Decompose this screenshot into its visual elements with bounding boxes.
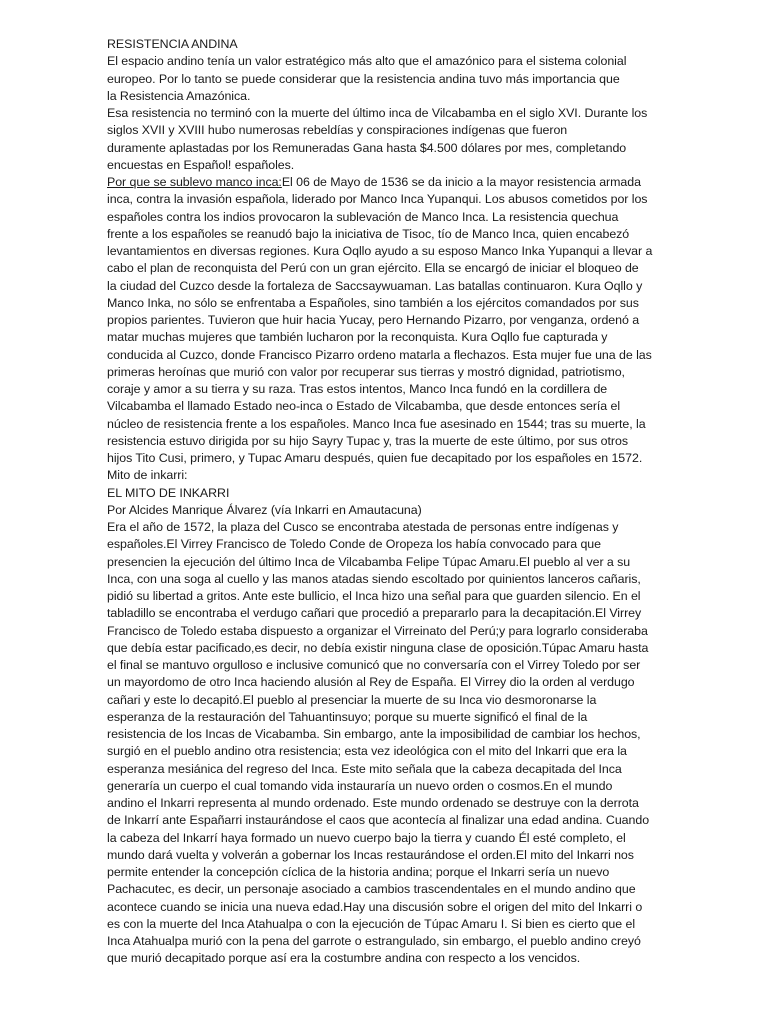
author-line: Por Alcides Manrique Álvarez (vía Inkarri en Amautacuna) [107,502,422,517]
text-line: matar muchas mujeres que también lucharon por la reconquista. Kura Oqllo fue capturada y [107,330,608,345]
text-line: cabo el plan de reconquista del Perú con un gran ejército. Ella se encargó de iniciar el bloqueo de [107,261,639,276]
text-line-rest: El 06 de Mayo de 1536 se da inicio a la mayor resistencia armada [281,175,641,189]
text-line: frente a los españoles se reanudó bajo la iniciativa de Tisoc, tío de Manco Inca, quien encabezó [107,226,630,241]
text-line: duramente aplastadas por los Remuneradas Gana hasta $4.500 dólares por mes, completando [107,140,627,155]
text-line: que debía estar pacificado,es decir, no debía existir ninguna clase de oposición.Túpac Amaru hasta [107,640,649,655]
text-line: mundo dará vuelta y volverán a gobernar los Incas restaurándose el orden.El mito del Inkarri nos [107,847,634,862]
text-line: conducida al Cuzco, donde Francisco Pizarro ordeno matarla a flechazos. Esta mujer fue una de las [107,347,652,362]
text-line: la ciudad del Cuzco desde la fortaleza de Saccsaywuaman. Las batallas continuaron. Kura Oqllo y [107,278,643,293]
text-line: europeo. Por lo tanto se puede considerar que la resistencia andina tuvo más importancia que [107,71,620,86]
text-line: la Resistencia Amazónica. [107,88,251,103]
text-line: hijos Tito Cusi, primero, y Tupac Amaru después, quien fue decapitado por los españoles en 1572. [107,451,643,465]
text-line: permite entender la concepción cíclica de la historia andina; porque el Inkarri sería un nuevo [107,865,610,879]
text-line: encuestas en Español! españoles. [107,157,295,172]
text-line: Pachacutec, es decir, un personaje asociado a cambios trascendentales en el mundo andino que [107,882,636,897]
text-line: primeras heroínas que murió con valor por recuperar sus tierras y mostró dignidad, patriotismo, [107,364,625,379]
underlined-heading: Por que se sublevo manco inca: [107,175,282,189]
text-line: siglos XVII y XVIII hubo numerosas rebeldías y conspiraciones indígenas que fueron [107,123,568,138]
text-line: Esa resistencia no terminó con la muerte del último inca de Vilcabamba en el siglo XVI. Durante los [107,106,648,120]
text-line: Inca, con una soga al cuello y las manos atadas siendo escoltado por quinientos lanceros cañaris, [107,571,641,586]
text-line: es con la muerte del Inca Atahualpa o con la ejecución de Túpac Amaru I. Si bien es cierto que el [107,916,636,931]
text-line: levantamientos en diversas regiones. Kura Oqllo ayudo a su esposo Manco Inka Yupanqui a llevar a [107,244,653,258]
text-line: de Inkarrí ante Españarri instaurándose el caos que acontecía al finalizar una edad andina. Cuando [107,813,650,828]
text-line: Francisco de Toledo estaba dispuesto a organizar el Virreinato del Perú;y para lograrlo consideraba [107,623,648,638]
text-line: Era el año de 1572, la plaza del Cusco se encontraba atestada de personas entre indígenas y [107,520,619,534]
text-line: propios parientes. Tuvieron que huir hacia Yucay, pero Hernando Pizarro, por venganza, ordenó a [107,313,640,327]
text-line: Inca Atahualpa murió con la pena del garrote o estrangulado, sin embargo, el pueblo andino creyó [107,934,641,948]
text-line: generaría un cuerpo el cual tomando vida instauraría un nuevo orden o cosmos.En el mundo [107,778,613,793]
text-line: cañari y este lo decapitó.El pueblo al presenciar la muerte de su Inca vio desmoronarse la [107,692,597,707]
text-line: núcleo de resistencia frente a los españoles. Manco Inca fue asesinado en 1544; tras su muerte, la [107,416,646,431]
text-line: esperanza mesiánica del regreso del Inca. Este mito señala que la cabeza decapitada del Inca [107,761,622,776]
document-body [107,36,759,968]
text-line: españoles.El Virrey Francisco de Toledo Conde de Oropeza los había convocado para que [107,537,601,552]
text-line: surgió en el pueblo andino otra resistencia; esta vez ideológica con el mito del Inkarri que era la [107,744,627,759]
text-line: andino el Inkarri representa al mundo ordenado. Este mundo ordenado se destruye con la derrota [107,796,639,810]
text-line: esperanza de la restauración del Tahuantinsuyo; porque su muerte significó el final de la [107,709,588,724]
text-line: Mito de inkarri: [107,468,188,483]
text-line: coraje y amor a su tierra y su raza. Tras estos intentos, Manco Inca fundó en la cordillera de [107,382,608,396]
text-line [107,174,759,191]
text-line: la cabeza del Inkarrí haya formado un nuevo cuerpo bajo la tierra y cuando Él esté completo, el [107,830,626,845]
text-line: españoles contra los indios provocaron la sublevación de Manco Inca. La resistencia quechua [107,209,619,224]
text-line: que murió decapitado porque así era la costumbre andina con respecto a los vencidos. [107,951,581,966]
text-line: acontece cuando se inicia una nueva edad.Hay una discusión sobre el origen del mito del Inkarri o [107,899,643,914]
myth-title: EL MITO DE INKARRI [107,485,230,500]
text-line: resistencia de los Incas de Vicabamba. Sin embargo, ante la imposibilidad de cambiar los hechos, [107,727,641,741]
text-line: Manco Inka, no sólo se enfrentaba a Españoles, sino también a los ejércitos comandados por sus [107,295,639,310]
text-line: el final se mantuvo orgulloso e inclusive comunicó que no conversaría con el Virrey Toledo por ser [107,658,641,672]
text-line: pidió su libertad a gritos. Ante este bullicio, el Inca hizo una señal para que guarden silencio. En el [107,589,641,603]
text-line: un mayordomo de otro Inca haciendo alusión al Rey de España. El Virrey dio la orden al verdugo [107,675,635,690]
section-title: RESISTENCIA ANDINA [107,37,238,51]
text-line: resistencia estuvo dirigida por su hijo Sayry Tupac y, tras la muerte de este último, por sus otros [107,433,628,448]
text-line: presencien la ejecución del último Inca de Vilcabamba Felipe Túpac Amaru.El pueblo al ver a su [107,554,631,569]
text-line: El espacio andino tenía un valor estratégico más alto que el amazónico para el sistema colonial [107,54,627,69]
text-line: Vilcabamba el llamado Estado neo-inca o Estado de Vilcabamba, que desde entonces sería el [107,399,621,414]
text-line: inca, contra la invasión española, liderado por Manco Inca Yupanqui. Los abusos cometidos por los [107,192,648,207]
text-line: tabladillo se encontraba el verdugo cañari que procedió a prepararlo para la decapitación.El Virrey [107,606,642,621]
